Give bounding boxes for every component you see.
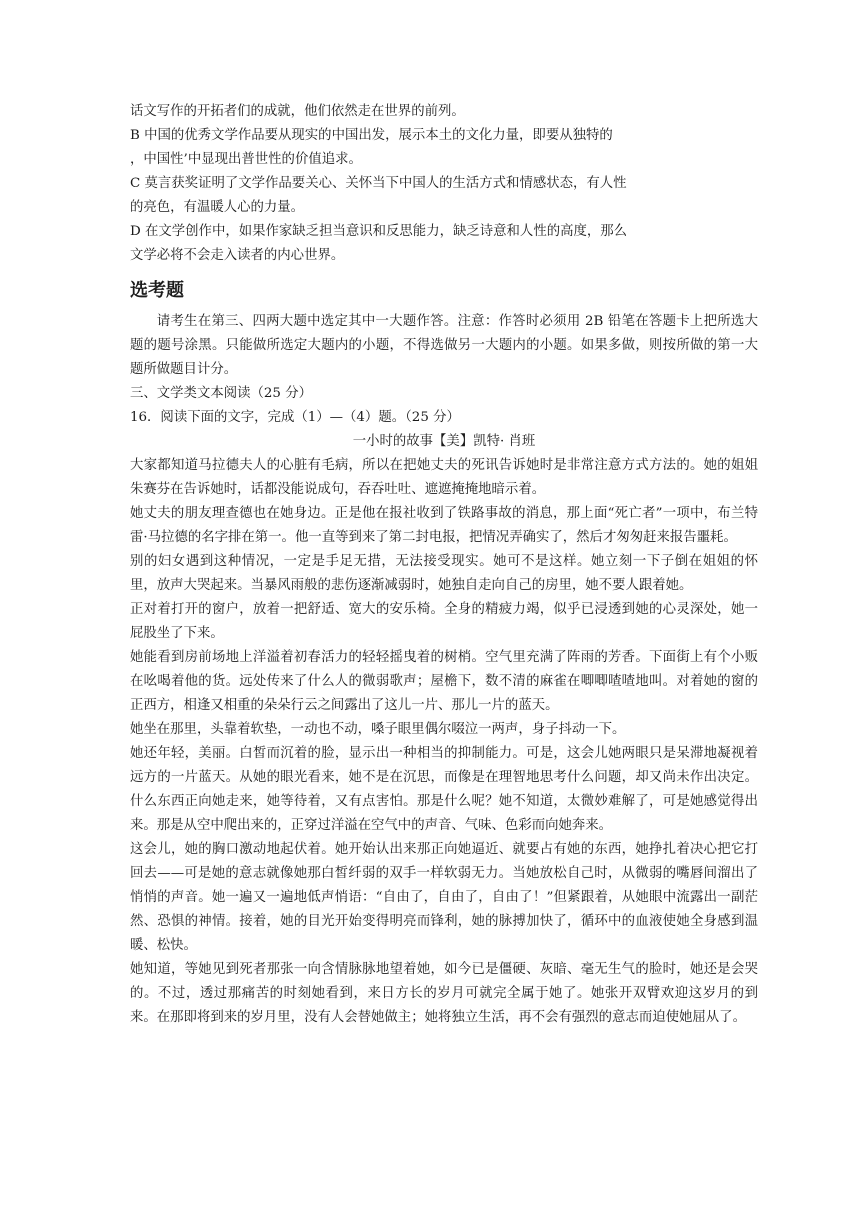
story-paragraph: 她还年轻，美丽。白皙而沉着的脸，显示出一种相当的抑制能力。可是，这会儿她两眼只是呆滞地凝视着远方的一片蓝天。从她的眼光看来，她不是在沉思，而像是在理智地思考什么问题，却又尚未作出决定。什么东西正向她走来，她等待着，又有点害怕。那是什么呢？她不知道，太微妙难解了，可是她感觉得出来。那是从空中爬出来的，正穿过洋溢在空气中的声音、气味、色彩而向她奔来。 bbox=[130, 746, 758, 833]
option-d-line: D 在文学创作中，如果作家缺乏担当意识和反思能力，缺乏诗意和人性的高度，那么 bbox=[130, 224, 628, 239]
instructions-paragraph: 请考生在第三、四两大题中选定其中一大题作答。注意：作答时必须用 2B 铅笔在答题卡上把所选大题的题号涂黑。只能做所选定大题内的小题，不得选做另一大题内的小题。如果多做，则按所做的第一大题所做题目计分。 bbox=[130, 314, 758, 377]
section-title: 三、文学类文本阅读（25 分） bbox=[130, 386, 312, 401]
option-c-line: C 莫言获奖证明了文学作品要关心、关怀当下中国人的生活方式和情感状态，有人性 bbox=[130, 176, 627, 191]
story-body bbox=[130, 454, 758, 1030]
story-paragraph: 这会儿，她的胸口激动地起伏着。她开始认出来那正向她逼近、就要占有她的东西，她挣扎着决心把它打回去——可是她的意志就像她那白皙纤弱的双手一样软弱无力。当她放松自己时，从微弱的嘴唇间溜出了悄悄的声音。她一遍又一遍地低声悄语：“自由了，自由了，自由了！”但紧跟着，从她眼中流露出一副茫然、恐惧的神情。接着，她的目光开始变得明亮而锋利，她的脉搏加快了，循环中的血液使她全身感到温暖、松快。 bbox=[130, 842, 758, 953]
option-line: ，中国性’中显现出普世性的价值追求。 bbox=[130, 152, 362, 167]
story-paragraph: 正对着打开的窗户，放着一把舒适、宽大的安乐椅。全身的精疲力竭，似乎已浸透到她的心灵深处，她一屁股坐了下来。 bbox=[130, 602, 758, 641]
story-title: 一小时的故事【美】凯特· 肖班 bbox=[352, 434, 536, 449]
question-prompt: 16．阅读下面的文字，完成（1）—（4）题。（25 分） bbox=[130, 410, 460, 425]
elective-heading: 选考题 bbox=[130, 280, 184, 301]
story-paragraph: 她丈夫的朋友理查德也在她身边。正是他在报社收到了铁路事故的消息，那上面“死亡者”一项中，布兰特雷·马拉德的名字排在第一。他一直等到来了第二封电报，把情况弄确实了，然后才匆匆赶来报告噩耗。 bbox=[130, 506, 758, 545]
story-paragraph: 她能看到房前场地上洋溢着初春活力的轻轻摇曳着的树梢。空气里充满了阵雨的芳香。下面街上有个小贩在吆喝着他的货。远处传来了什么人的微弱歌声；屋檐下，数不清的麻雀在唧唧喳喳地叫。对着她的窗的正西方，相逢又相重的朵朵行云之间露出了这儿一片、那儿一片的蓝天。 bbox=[130, 650, 758, 713]
story-paragraph: 别的妇女遇到这种情况，一定是手足无措，无法接受现实。她可不是这样。她立刻一下子倒在姐姐的怀里，放声大哭起来。当暴风雨般的悲伤逐渐减弱时，她独自走向自己的房里，她不要人跟着她。 bbox=[130, 554, 758, 593]
option-line: 话文写作的开拓者们的成就，他们依然走在世界的前列。 bbox=[130, 104, 465, 119]
option-line: 文学必将不会走入读者的内心世界。 bbox=[130, 248, 345, 263]
story-paragraph: 她知道，等她见到死者那张一向含情脉脉地望着她，如今已是僵硬、灰暗、毫无生气的脸时，她还是会哭的。不过，透过那痛苦的时刻她看到，来日方长的岁月可就完全属于她了。她张开双臂欢迎这岁月的到来。在那即将到来的岁月里，没有人会替她做主；她将独立生活，再不会有强烈的意志而迫使她屈从了。 bbox=[130, 962, 758, 1025]
option-line: 的亮色，有温暖人心的力量。 bbox=[130, 200, 305, 215]
story-paragraph: 大家都知道马拉德夫人的心脏有毛病，所以在把她丈夫的死讯告诉她时是非常注意方式方法的。她的姐姐朱赛芬在告诉她时，话都没能说成句，吞吞吐吐、遮遮掩掩地暗示着。 bbox=[130, 458, 758, 497]
story-paragraph: 她坐在那里，头靠着软垫，一动也不动，嗓子眼里偶尔啜泣一两声，身子抖动一下。 bbox=[130, 722, 626, 737]
exam-page bbox=[130, 100, 758, 1030]
options-block bbox=[130, 100, 758, 268]
option-b-line: B 中国的优秀文学作品要从现实的中国出发，展示本土的文化力量，即要从独特的 bbox=[130, 128, 613, 143]
